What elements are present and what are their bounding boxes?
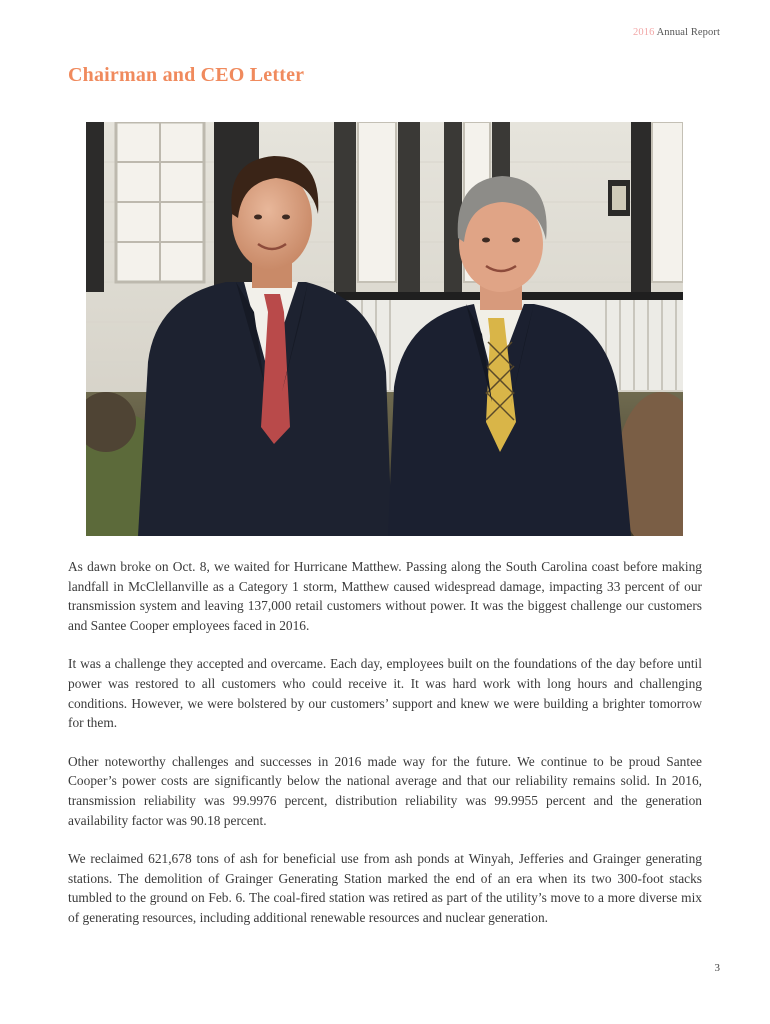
paragraph-1: As dawn broke on Oct. 8, we waited for Hurricane Matthew. Passing along the South Carolina coast before making landfall in McClellanville as a Category 1 storm, Matthew caused widespread damage, impacting 33 percent of our transmission system and leaving 137,000 retail customers without power. It was the biggest challenge our customers and Santee Cooper employees faced in 2016. <box>68 559 702 633</box>
page-number: 3 <box>714 962 720 974</box>
letter-body <box>68 557 702 947</box>
portrait-photo <box>86 122 683 536</box>
page-title: Chairman and CEO Letter <box>68 64 305 86</box>
paragraph-4: We reclaimed 621,678 tons of ash for beneficial use from ash ponds at Winyah, Jefferies and Grainger generating stations. The demolition of Grainger Generating Station marked the end of an era when its two 300-foot stacks tumbled to the ground on Feb. 6. The coal-fired station was retired as part of the utility’s move to a more diverse mix of generating resources, including additional renewable resources and nuclear generation. <box>68 851 702 925</box>
header-year: 2016 <box>633 27 655 38</box>
header-label: Annual Report <box>656 27 720 38</box>
paragraph-2: It was a challenge they accepted and overcame. Each day, employees built on the foundations of the day before until power was restored to all customers who could receive it. It was hard work with long hours and challenging conditions. However, we were bolstered by our customers’ support and knew we were building a brighter tomorrow for them. <box>68 656 702 731</box>
running-header <box>633 27 720 38</box>
paragraph-3: Other noteworthy challenges and successes in 2016 made way for the future. We continue to be proud Santee Cooper’s power costs are significantly below the national average and that our reliability remains solid. In 2016, transmission reliability was 99.9976 percent, distribution reliability was 99.9955 percent and the generation availability factor was 90.18 percent. <box>68 753 702 828</box>
